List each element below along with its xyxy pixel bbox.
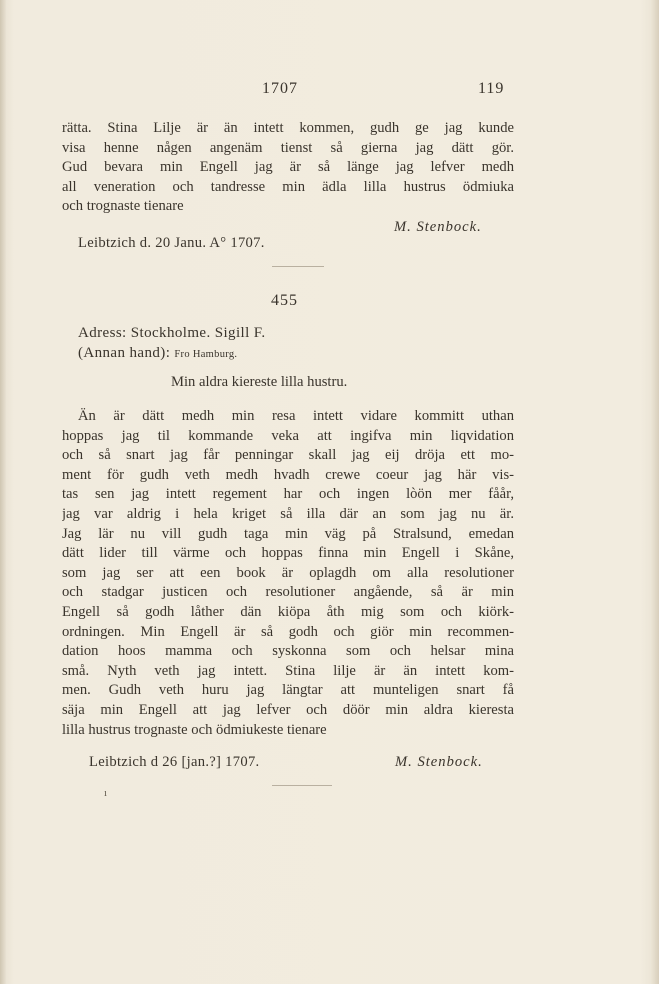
- text-line: dation hoos mamma och syskonna som och helsar mina: [62, 643, 514, 660]
- address-hand-line: [78, 345, 237, 362]
- signature: M. Stenbock.: [395, 754, 483, 770]
- letter-body: [62, 407, 514, 740]
- salutation: Min aldra kiereste lilla hustru.: [171, 374, 348, 390]
- running-header-year: 1707: [262, 80, 298, 97]
- text-line: och trognaste tienare: [62, 198, 184, 215]
- top-letter: [62, 119, 514, 217]
- text-line: all veneration och tandresse min ädla lilla hustrus ödmiuka: [62, 178, 514, 195]
- text-line: Jag lär nu vill gudh taga min väg på Stralsund, emedan: [62, 525, 514, 542]
- page-left-edge: [0, 0, 6, 984]
- text-line: och så snart jag får penningar skall jag eij dröja ett mo-: [62, 447, 514, 464]
- text-line: ordningen. Min Engell är så godh och giör min recommen-: [62, 623, 514, 640]
- text-line: dätt lider till värme och hoppas finna min Engell i Skåne,: [62, 545, 514, 562]
- address-origin: Fro Hamburg.: [174, 349, 238, 360]
- letter-date: Leibtzich d 26 [jan.?] 1707.: [89, 754, 260, 770]
- text-line: och stadgar justicen och resolutioner angående, så är min: [62, 584, 514, 601]
- text-line: rätta. Stina Lilje är än intett kommen, gudh ge jag kunde: [62, 120, 514, 136]
- text-line: Engell så godh låther dän kiöpa åth mig som och kiörk-: [62, 603, 514, 620]
- text-line: Gud bevara min Engell jag är så länge jag lefver medh: [62, 159, 514, 176]
- letter-date: Leibtzich d. 20 Janu. A° 1707.: [78, 235, 265, 251]
- text-line: lilla hustrus trognaste och ödmiukeste tienare: [62, 721, 327, 738]
- text-line: tas sen jag intett regement har och ingen lòön mer fåår,: [62, 486, 514, 503]
- text-line: visa henne någen angenäm tienst så gierna jag dätt gör.: [62, 139, 514, 156]
- text-line: små. Nyth veth jag intett. Stina lilje är än intett kom-: [62, 662, 514, 679]
- section-divider: [272, 785, 332, 786]
- text-line: ment för gudh veth medh hvadh crewe coeur jag här vis-: [62, 466, 514, 483]
- text-line: säja min Engell att jag lefver och döör min aldra kieresta: [62, 701, 514, 718]
- text-line: jag var aldrig i hela kriget så illa där an som jag nu är.: [62, 505, 514, 522]
- address-hand-prefix: (Annan hand):: [78, 345, 171, 361]
- text-line: Än är dätt medh min resa intett vidare kommitt uthan: [78, 408, 514, 424]
- letter-number: 455: [271, 292, 298, 309]
- footnote-mark: ı: [104, 787, 108, 799]
- page-right-edge: [651, 0, 659, 984]
- text-line: som jag ser att een book är oplagdh om alla resolutioner: [62, 564, 514, 581]
- text-line: hoppas jag til kommande veka att ingifva min liqvidation: [62, 427, 514, 444]
- section-divider: [272, 266, 324, 267]
- signature: M. Stenbock.: [394, 219, 482, 235]
- text-line: men. Gudh veth huru jag längtar att munteligen snart få: [62, 682, 514, 699]
- page-number: 119: [478, 80, 505, 97]
- address-line: Adress: Stockholme. Sigill F.: [78, 325, 266, 341]
